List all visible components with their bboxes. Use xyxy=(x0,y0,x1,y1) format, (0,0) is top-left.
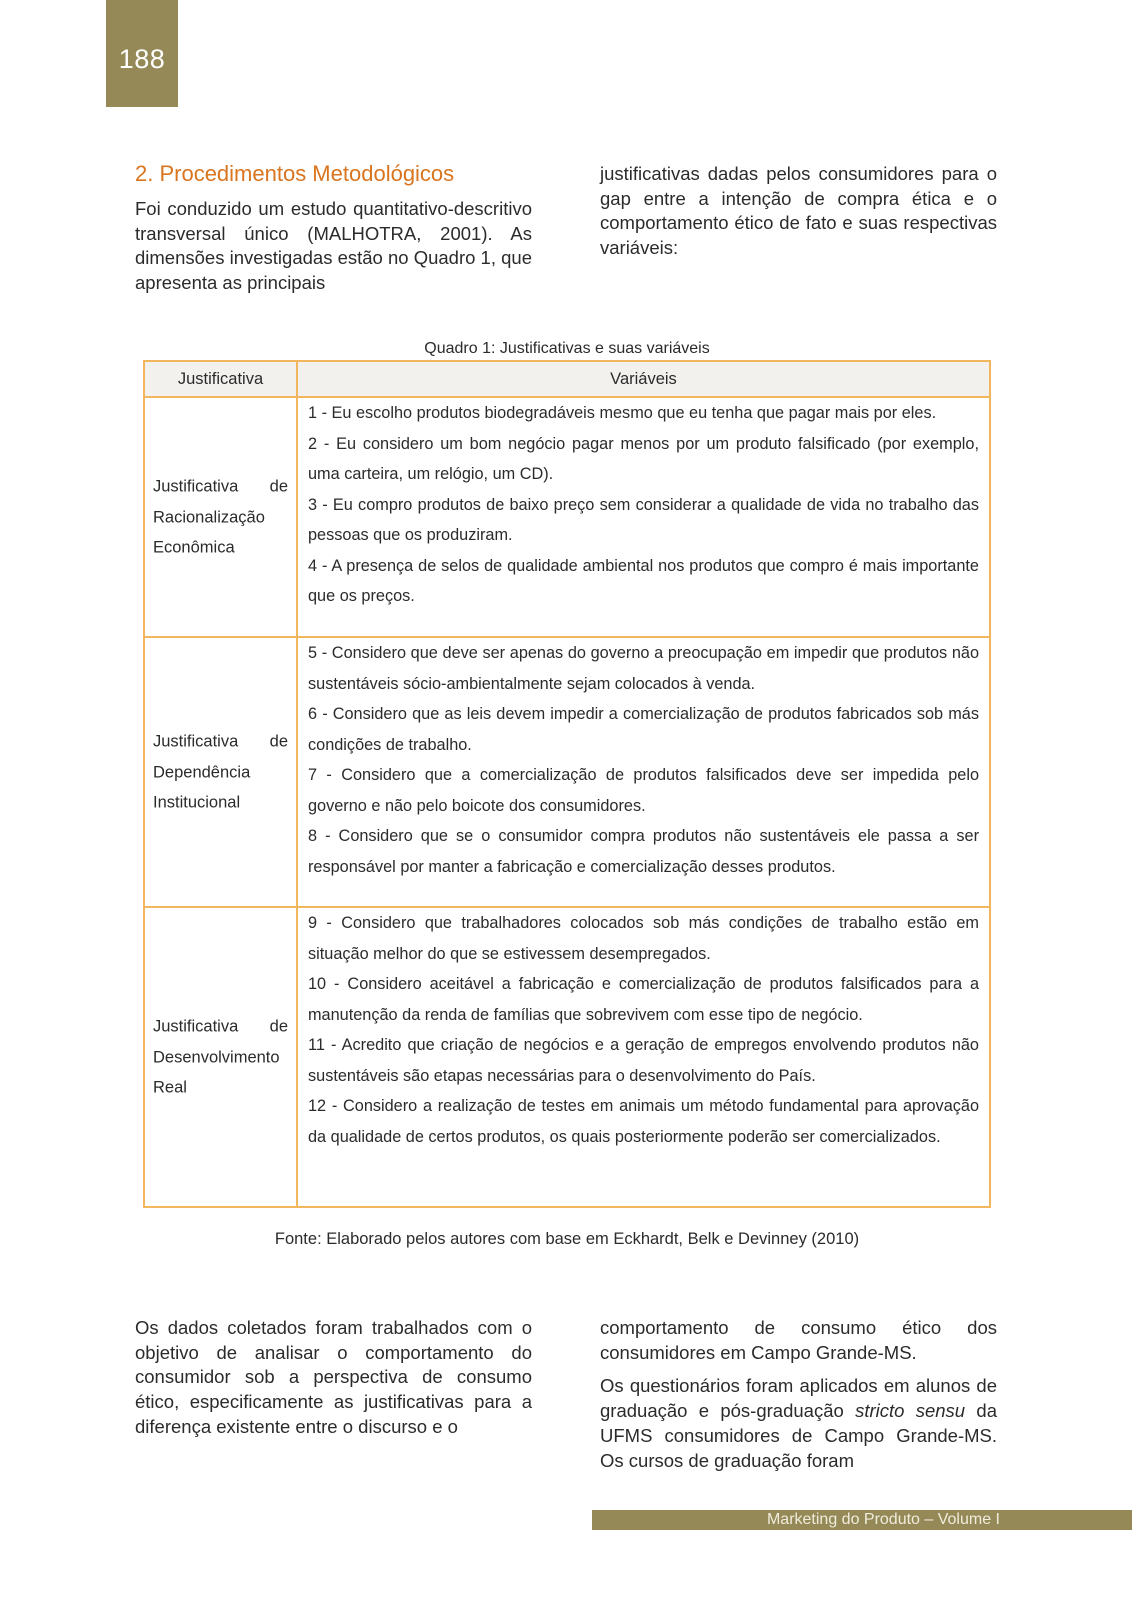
variavel-item: 10 - Considero aceitável a fabricação e comercialização de produtos falsificados para a manutenção da renda de famílias que sobrevivem com esse tipo de negócio. xyxy=(308,975,979,1024)
body-paragraph-right-1: comportamento de consumo ético dos consumidores em Campo Grande-MS. xyxy=(600,1317,997,1363)
intro-paragraph-right: justificativas dadas pelos consumidores para o gap entre a intenção de compra ética e o comportamento ético de fato e suas respectivas variáveis: xyxy=(600,163,997,259)
variaveis-cell xyxy=(297,637,990,907)
paragraph-text: Os questionários foram aplicados em alunos de graduação e pós-graduação xyxy=(600,1375,997,1422)
table-row xyxy=(144,907,990,1207)
variaveis-cell xyxy=(297,397,990,637)
body-paragraph-right-2 xyxy=(600,1374,997,1473)
label-word: de xyxy=(269,1017,288,1036)
bottom-left-column xyxy=(135,1316,532,1440)
variavel-item: 5 - Considero que deve ser apenas do governo a preocupação em impedir que produtos não sustentáveis sócio-ambientalmente sejam colocados à venda. xyxy=(308,644,979,693)
label-line: Racionalização xyxy=(153,507,265,526)
label-word: Justificativa xyxy=(153,477,239,496)
top-right-column xyxy=(600,162,997,261)
justificativa-label xyxy=(153,1011,288,1103)
footer-bar xyxy=(592,1510,1132,1530)
italic-term: stricto sensu xyxy=(855,1400,966,1422)
label-word: Justificativa xyxy=(153,1017,239,1036)
label-line: Dependência xyxy=(153,762,251,781)
label-word: de xyxy=(269,732,288,751)
footer-title: Marketing do Produto – Volume I xyxy=(766,1511,1000,1528)
table-header-row xyxy=(144,361,990,397)
variavel-item: 6 - Considero que as leis devem impedir a comercialização de produtos fabricados sob más condições de trabalho. xyxy=(308,705,979,754)
header-justificativa: Justificativa xyxy=(144,361,297,397)
body-paragraph-left: Os dados coletados foram trabalhados com o objetivo de analisar o comportamento do consumidor sob a perspectiva de consumo ético, especificamente as justificativas para a diferença existente entre o discurso e o xyxy=(135,1317,532,1437)
variavel-item: 8 - Considero que se o consumidor compra produtos não sustentáveis ele passa a ser responsável por manter a fabricação e comercialização desses produtos. xyxy=(308,827,979,876)
variavel-item: 7 - Considero que a comercialização de produtos falsificados deve ser impedida pelo governo e não pelo boicote dos consumidores. xyxy=(308,766,979,815)
bottom-right-column xyxy=(600,1316,997,1473)
top-left-column xyxy=(135,160,532,296)
justificativa-label xyxy=(153,726,288,818)
label-word: de xyxy=(269,477,288,496)
table-caption: Quadro 1: Justificativas e suas variáveis xyxy=(424,340,710,357)
variavel-item: 1 - Eu escolho produtos biodegradáveis mesmo que eu tenha que pagar mais por eles. xyxy=(308,404,937,422)
variavel-item: 3 - Eu compro produtos de baixo preço sem considerar a qualidade de vida no trabalho das pessoas que os produziram. xyxy=(308,495,979,544)
variavel-item: 4 - A presença de selos de qualidade ambiental nos produtos que compro é mais importante que os preços. xyxy=(308,556,979,605)
header-variaveis: Variáveis xyxy=(297,361,990,397)
justificativa-cell xyxy=(144,637,297,907)
justificativa-cell xyxy=(144,397,297,637)
page-number: 188 xyxy=(118,44,166,74)
table-row xyxy=(144,637,990,907)
justificativa-label xyxy=(153,471,288,563)
variavel-item: 11 - Acredito que criação de negócios e a geração de empregos envolvendo produtos não sustentáveis são etapas necessárias para o desenvolvimento do País. xyxy=(308,1036,979,1085)
label-line: Econômica xyxy=(153,538,235,557)
variavel-item: 2 - Eu considero um bom negócio pagar menos por um produto falsificado (por exemplo, uma carteira, um relógio, um CD). xyxy=(308,434,979,483)
label-word: Justificativa xyxy=(153,732,239,751)
label-line: Institucional xyxy=(153,793,241,812)
variaveis-cell xyxy=(297,907,990,1207)
paragraph-text: da UFMS consumidores de Campo Grande-MS. Os cursos de graduação foram xyxy=(600,1400,997,1471)
page-number-tab xyxy=(106,0,178,107)
table-row xyxy=(144,397,990,637)
justificativas-table xyxy=(143,360,991,1208)
variavel-item: 12 - Considero a realização de testes em animais um método fundamental para aprovação da qualidade de certos produtos, os quais posteriormente poderão ser comercializados. xyxy=(308,1097,979,1146)
variavel-item: 9 - Considero que trabalhadores colocados sob más condições de trabalho estão em situação melhor do que se estivessem desempregados. xyxy=(308,914,979,963)
justificativa-cell xyxy=(144,907,297,1207)
table-source: Fonte: Elaborado pelos autores com base em Eckhardt, Belk e Devinney (2010) xyxy=(274,1230,860,1248)
section-heading: 2. Procedimentos Metodológicos xyxy=(135,161,455,186)
label-line: Desenvolvimento xyxy=(153,1047,280,1066)
intro-paragraph-left: Foi conduzido um estudo quantitativo-descritivo transversal único (MALHOTRA, 2001). As dimensões investigadas estão no Quadro 1, que apresenta as principais xyxy=(135,198,532,294)
label-line: Real xyxy=(153,1078,187,1097)
